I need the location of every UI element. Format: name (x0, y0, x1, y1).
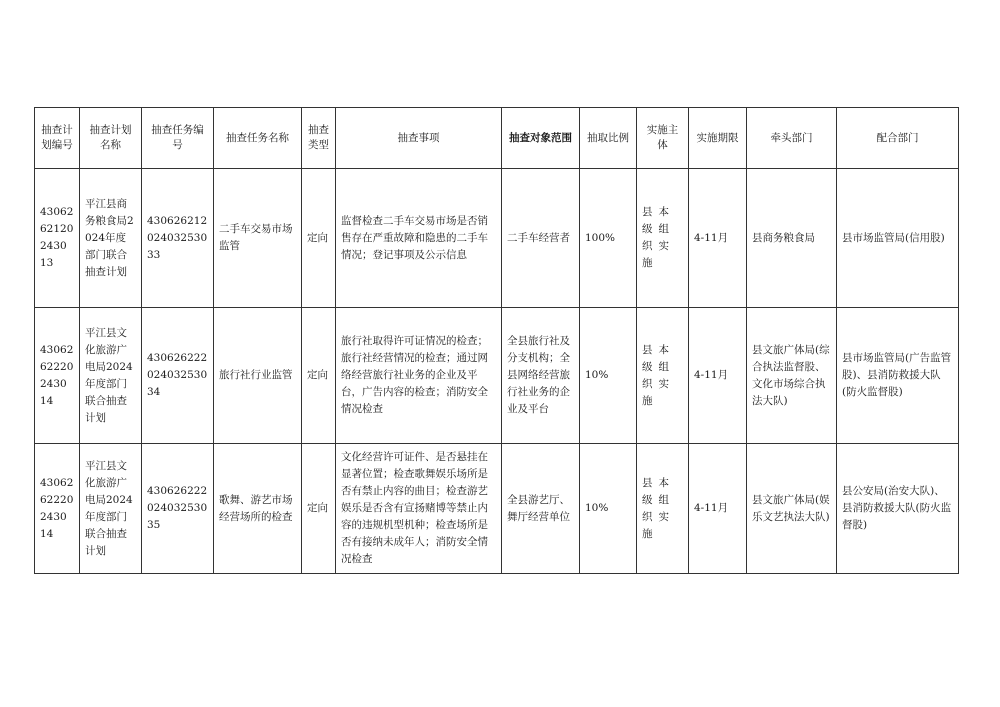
cell-plan-name: 平江县文化旅游广电局2024年度部门联合抽查计划 (80, 308, 142, 444)
table-row (35, 444, 959, 574)
header-subject: 实施主体 (637, 108, 689, 169)
header-period: 实施期限 (689, 108, 747, 169)
cell-task-no: 430626212024032530 33 (142, 169, 214, 308)
header-type: 抽查类型 (302, 108, 336, 169)
cell-period: 4-11月 (689, 308, 747, 444)
cell-task-name: 歌舞、游艺市场经营场所的检查 (214, 444, 302, 574)
cell-coop: 县市场监管局(信用股) (837, 169, 959, 308)
cell-plan-no: 43062621202430 13 (35, 169, 80, 308)
cell-items: 监督检查二手车交易市场是否销售存在严重故障和隐患的二手车情况；登记事项及公示信息 (336, 169, 502, 308)
cell-task-name: 二手车交易市场监管 (214, 169, 302, 308)
cell-task-name: 旅行社行业监管 (214, 308, 302, 444)
table-row (35, 308, 959, 444)
cell-type: 定向 (302, 308, 336, 444)
header-ratio: 抽取比例 (580, 108, 637, 169)
table-row (35, 169, 959, 308)
header-items: 抽查事项 (336, 108, 502, 169)
cell-items: 文化经营许可证件、是否悬挂在显著位置；检查歌舞娱乐场所是否有禁止内容的曲目；检查游艺娱乐是否含有宣扬赌博等禁止内容的违规机型机种；检查场所是否有接纳未成年人；消防安全情况检查 (336, 444, 502, 574)
cell-subject: 县本级组织实施 (637, 169, 689, 308)
cell-type: 定向 (302, 169, 336, 308)
cell-lead: 县文旅广体局(娱乐文艺执法大队) (747, 444, 837, 574)
cell-ratio: 10% (580, 444, 637, 574)
cell-lead: 县文旅广体局(综合执法监督股、文化市场综合执法大队) (747, 308, 837, 444)
cell-coop: 县公安局(治安大队)、县消防救援大队(防火监督股) (837, 444, 959, 574)
cell-plan-no: 43062622202430 14 (35, 444, 80, 574)
cell-plan-name: 平江县商务粮食局2024年度部门联合抽查计划 (80, 169, 142, 308)
header-coop: 配合部门 (837, 108, 959, 169)
cell-type: 定向 (302, 444, 336, 574)
cell-subject: 县本级组织实施 (637, 444, 689, 574)
cell-coop: 县市场监管局(广告监管股)、县消防救援大队(防火监督股) (837, 308, 959, 444)
cell-subject: 县本级组织实施 (637, 308, 689, 444)
cell-plan-name: 平江县文化旅游广电局2024年度部门联合抽查计划 (80, 444, 142, 574)
header-plan-name: 抽查计划名称 (80, 108, 142, 169)
cell-task-no: 430626222024032530 34 (142, 308, 214, 444)
cell-scope: 二手车经营者 (502, 169, 580, 308)
cell-ratio: 100% (580, 169, 637, 308)
cell-period: 4-11月 (689, 444, 747, 574)
header-plan-no: 抽查计划编号 (35, 108, 80, 169)
cell-scope: 全县游艺厅、舞厅经营单位 (502, 444, 580, 574)
cell-ratio: 10% (580, 308, 637, 444)
cell-lead: 县商务粮食局 (747, 169, 837, 308)
cell-period: 4-11月 (689, 169, 747, 308)
header-task-no: 抽查任务编号 (142, 108, 214, 169)
cell-plan-no: 43062622202430 14 (35, 308, 80, 444)
cell-scope: 全县旅行社及分支机构；全县网络经营旅行社业务的企业及平台 (502, 308, 580, 444)
header-scope: 抽查对象范围 (502, 108, 580, 169)
header-lead: 牵头部门 (747, 108, 837, 169)
cell-items: 旅行社取得许可证情况的检查；旅行社经营情况的检查；通过网络经营旅行社业务的企业及平台，广告内容的检查；消防安全情况检查 (336, 308, 502, 444)
cell-task-no: 430626222024032530 35 (142, 444, 214, 574)
header-task-name: 抽查任务名称 (214, 108, 302, 169)
table-header-row (35, 108, 959, 169)
inspection-plan-table (34, 107, 959, 574)
